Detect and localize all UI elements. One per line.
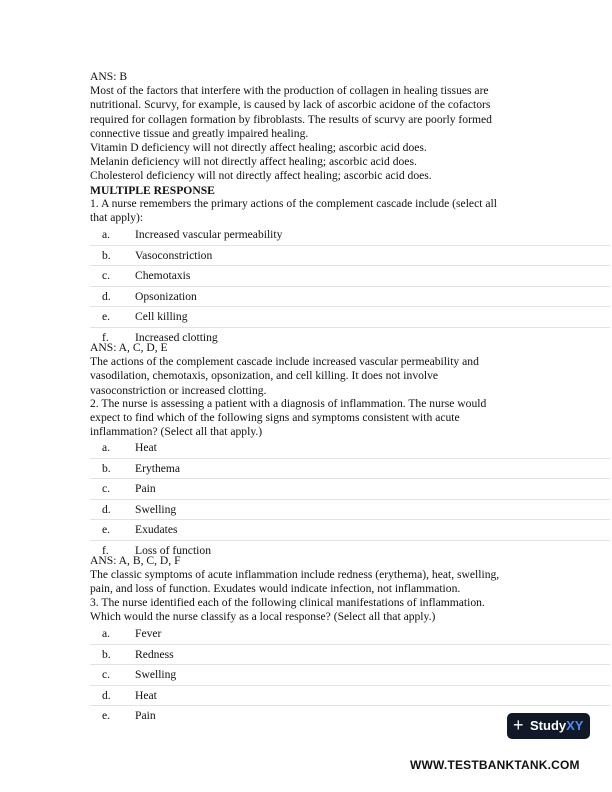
question-1-stem [90,197,530,225]
rationale-line: Melanin deficiency will not directly affect healing; ascorbic acid does. [90,155,417,169]
answer-line: ANS: A, B, C, D, F [90,554,181,567]
question-text: that apply): [90,211,144,225]
rationale-line: pain, and loss of function. Exudates would indicate infection, not inflammation. [90,582,461,596]
option-letter: a. [102,228,111,241]
option-text: Chemotaxis [135,269,191,282]
rationale-line: Most of the factors that interfere with the production of collagen in healing tissues are [90,84,489,98]
question-3-options [90,624,610,726]
option-text: Opsonization [135,289,197,303]
option-row [90,479,610,500]
option-row [90,520,610,541]
studyxy-badge[interactable] [507,713,590,739]
rationale-line: vasodilation, chemotaxis, opsonization, and cell killing. It does not involve [90,369,439,383]
option-letter: c. [102,269,111,282]
option-letter: d. [102,688,111,702]
option-letter: e. [102,310,111,323]
option-text: Pain [135,709,156,722]
footer-url: WWW.TESTBANKTANK.COM [410,758,580,772]
question-2-options [90,438,610,560]
option-letter: b. [102,461,111,475]
option-letter: d. [102,502,111,516]
badge-label: StudyXY [530,718,584,733]
option-letter: d. [102,289,111,303]
option-row [90,246,610,267]
option-letter: e. [102,523,111,536]
option-text: Vasoconstriction [135,248,213,262]
rationale-line: connective tissue and greatly impaired healing. [90,126,309,140]
option-text: Pain [135,482,156,495]
question-text: Which would the nurse classify as a local response? (Select all that apply.) [90,610,436,624]
plus-icon: + [513,715,524,735]
option-letter: b. [102,647,111,661]
rationale-line: The actions of the complement cascade include increased vascular permeability and [90,355,479,369]
question-text: 3. The nurse identified each of the following clinical manifestations of inflammation. [90,596,485,609]
option-letter: c. [102,668,111,681]
answer-line: ANS: B [90,70,128,83]
question-2-stem [90,397,530,440]
option-text: Increased vascular permeability [135,228,283,241]
option-text: Exudates [135,523,178,536]
question-3-stem [90,596,530,624]
question-text: 2. The nurse is assessing a patient with a diagnosis of inflammation. The nurse would [90,397,487,410]
previous-answer-block [90,70,530,198]
answer-line: ANS: A, C, D, E [90,341,168,354]
question-text: 1. A nurse remembers the primary actions of the complement cascade include (select all [90,197,497,210]
question-text: expect to find which of the following signs and symptoms consistent with acute [90,411,460,425]
option-row [90,500,610,521]
option-row [90,287,610,308]
rationale-line: Cholesterol deficiency will not directly affect healing; ascorbic acid does. [90,169,432,183]
option-letter: a. [102,627,111,640]
option-text: Redness [135,647,174,661]
option-text: Heat [135,441,157,454]
rationale-line: required for collagen formation by fibroblasts. The results of scurvy are poorly formed [90,112,492,126]
option-row [90,645,610,666]
question-text: inflammation? (Select all that apply.) [90,425,263,439]
rationale-line: The classic symptoms of acute inflammation include redness (erythema), heat, swelling, [90,568,500,582]
option-text: Loss of function [135,543,211,557]
option-text: Heat [135,688,157,702]
section-heading: MULTIPLE RESPONSE [90,183,215,197]
option-text: Fever [135,627,162,640]
option-text: Swelling [135,502,177,516]
rationale-line: vasoconstriction or increased clotting. [90,383,267,397]
option-row [90,686,610,707]
option-row [90,438,610,459]
question-2-rationale [90,554,530,597]
option-row [90,266,610,287]
option-letter: f. [102,543,109,557]
option-row [90,225,610,246]
option-row [90,665,610,686]
question-1-rationale [90,341,530,398]
option-text: Erythema [135,461,181,475]
option-row [90,624,610,645]
rationale-line: Vitamin D deficiency will not directly affect healing; ascorbic acid does. [90,141,427,155]
option-letter: b. [102,248,111,262]
option-row [90,307,610,328]
option-text: Swelling [135,668,177,681]
rationale-line: nutritional. Scurvy, for example, is caused by lack of ascorbic acidone of the cofactors [90,98,491,112]
question-1-options [90,225,610,347]
option-text: Increased clotting [135,330,218,344]
option-letter: a. [102,441,111,454]
option-text: Cell killing [135,310,188,323]
option-row [90,459,610,480]
option-letter: f. [102,330,109,344]
option-letter: e. [102,709,111,722]
option-letter: c. [102,482,111,495]
